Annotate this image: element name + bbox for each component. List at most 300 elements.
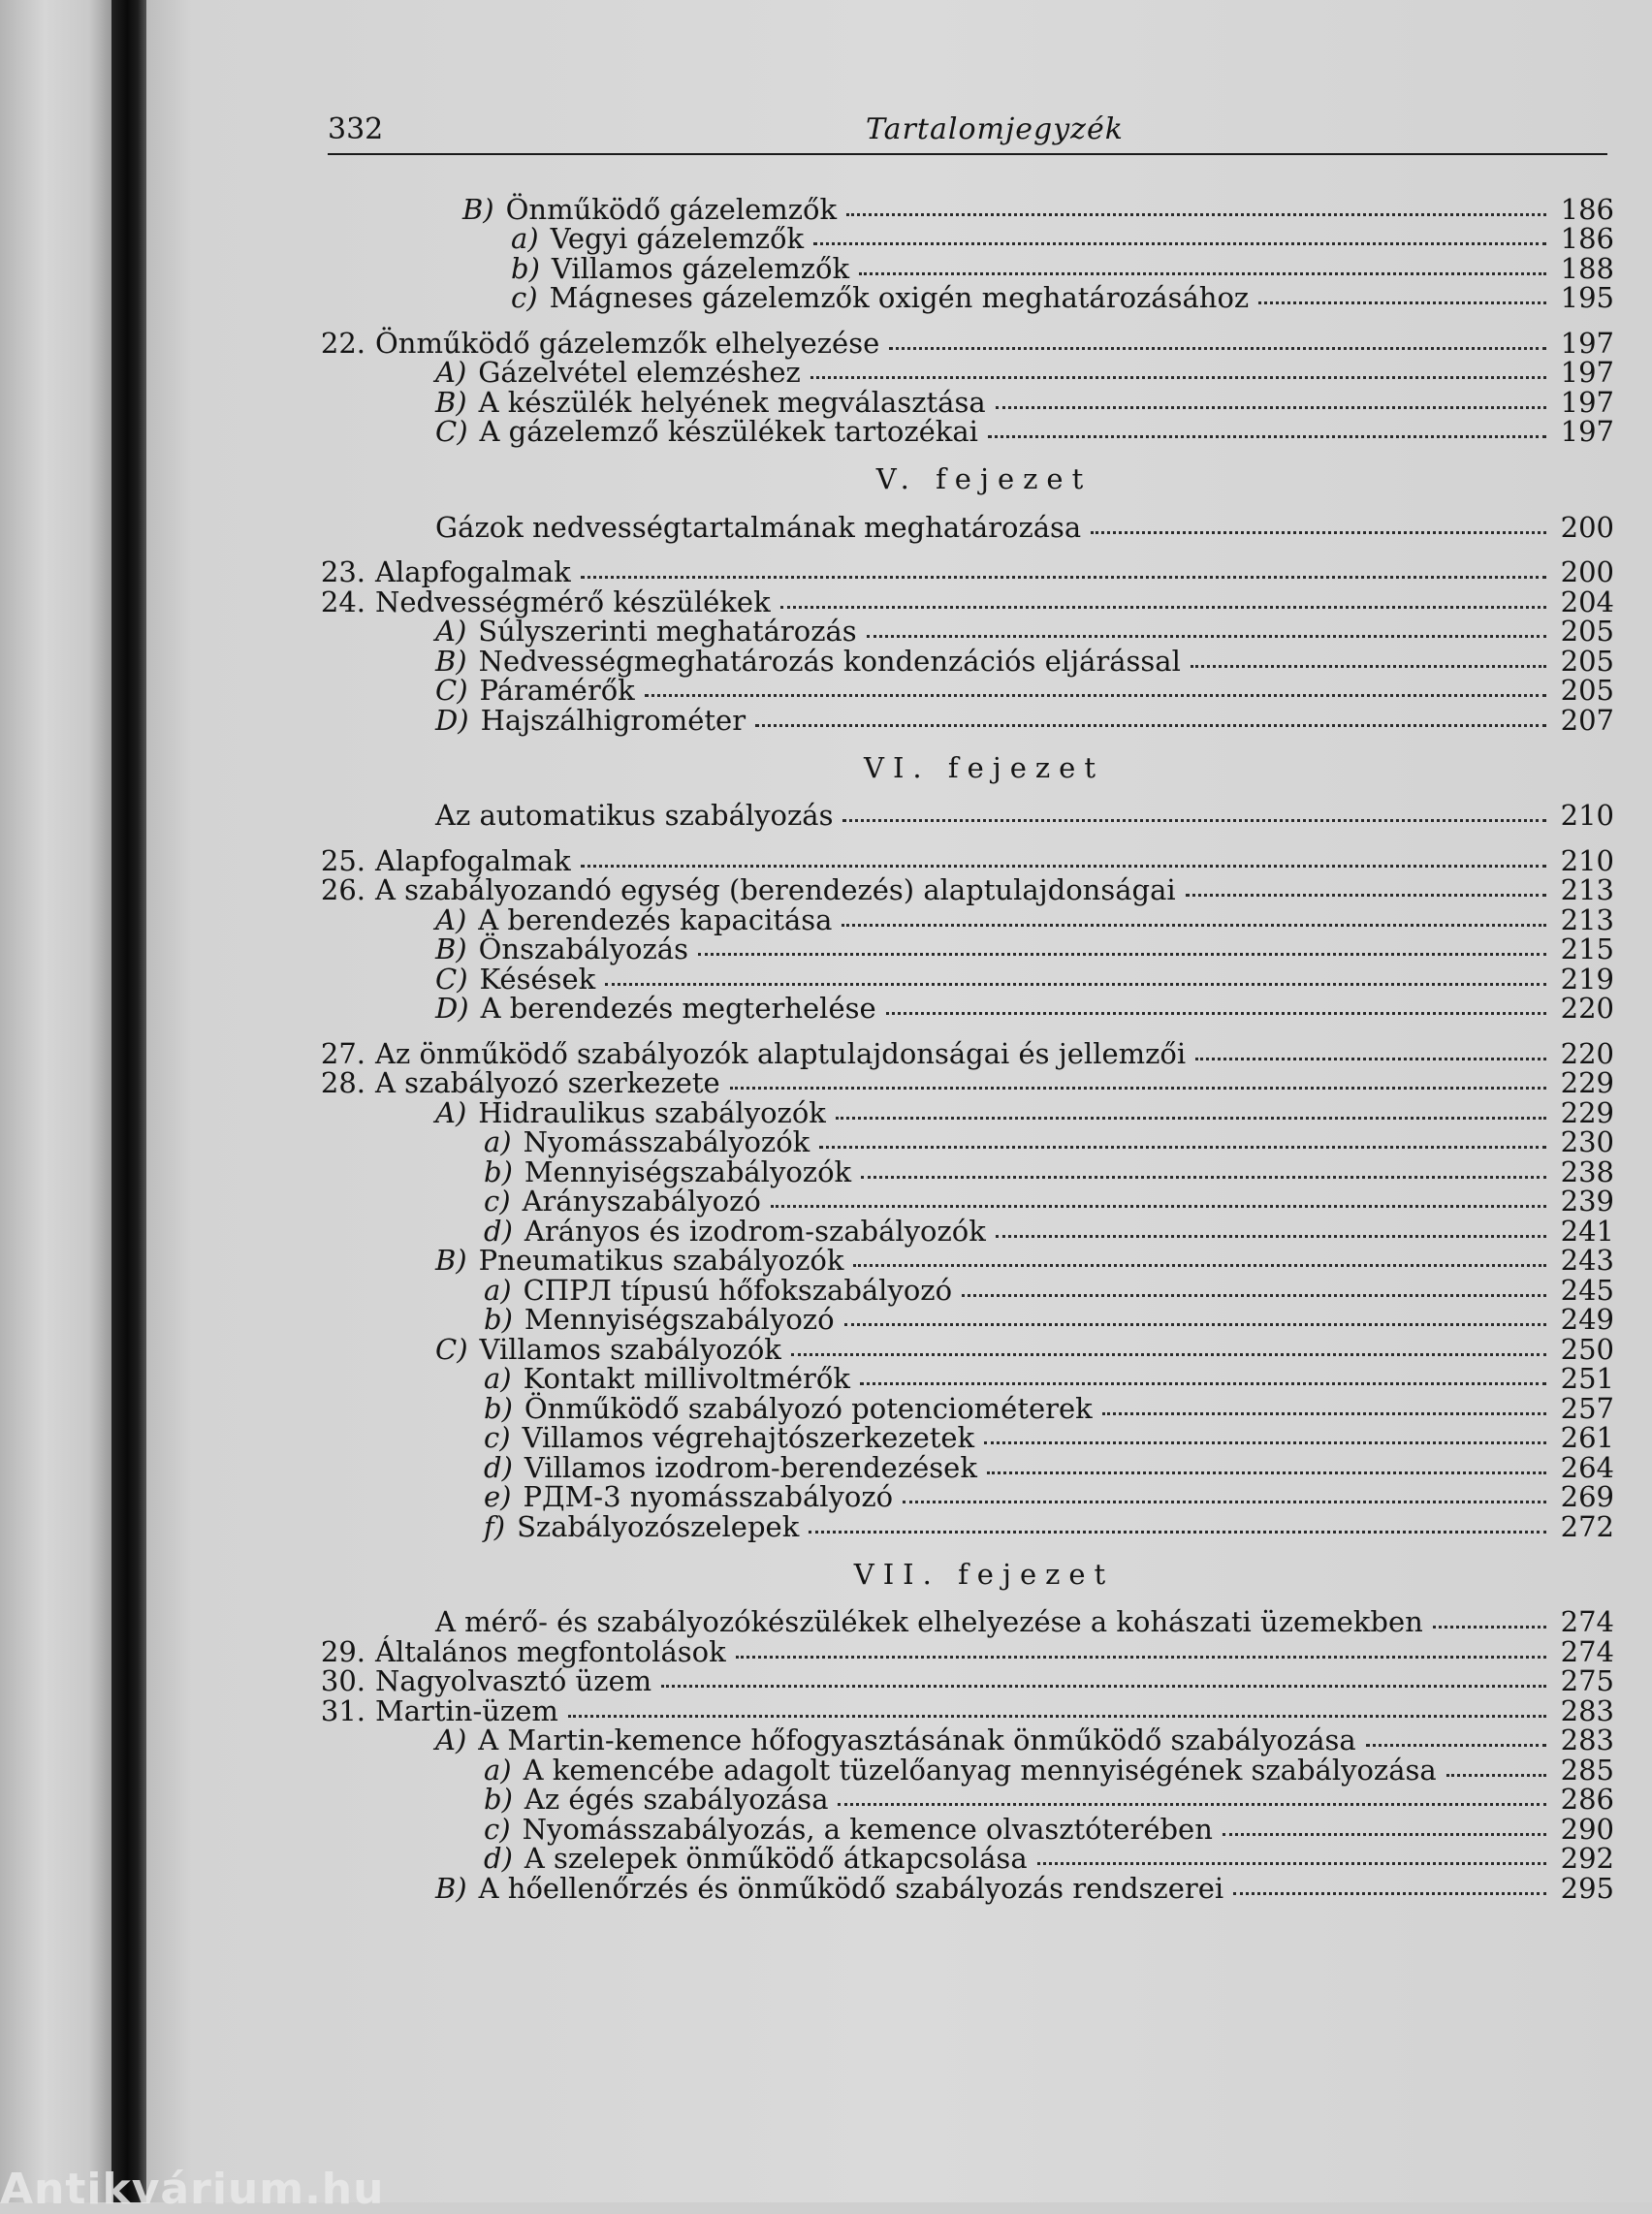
toc-entry xyxy=(315,224,1614,254)
entry-title: Mágneses gázelemzők oxigén meghatározásához xyxy=(549,281,1250,314)
entry-title: Hidraulikus szabályozók xyxy=(478,1095,826,1129)
dot-leader xyxy=(962,1290,1546,1297)
entry-page-number: 261 xyxy=(1560,1421,1614,1454)
entry-page-number: 215 xyxy=(1560,933,1614,965)
entry-page-number: 241 xyxy=(1560,1214,1614,1248)
entry-page-number: 274 xyxy=(1560,1605,1614,1638)
chapter-heading: VII. fejezet xyxy=(853,1557,1115,1591)
toc-entry xyxy=(315,358,1614,388)
dot-leader xyxy=(860,1378,1546,1385)
entry-label xyxy=(426,358,801,387)
toc-entry xyxy=(315,1636,1614,1666)
entry-label xyxy=(365,587,771,617)
entry-label xyxy=(426,994,876,1023)
entry-label xyxy=(426,1871,1224,1905)
entry-title: A szabályozandó egység (berendezés) alaptulajdonságai xyxy=(375,873,1176,906)
section-number: 30. xyxy=(320,1664,365,1697)
section-number: 27. xyxy=(320,1036,365,1070)
dot-leader xyxy=(842,815,1546,822)
dot-leader xyxy=(645,690,1546,697)
entry-page-number: 290 xyxy=(1560,1812,1614,1846)
dot-leader xyxy=(1258,298,1546,304)
entry-title: Önműködő gázelemzők xyxy=(505,192,838,226)
entry-page-number: 229 xyxy=(1560,1095,1614,1129)
entry-title: A mérő- és szabályozókészülékek elhelyezése a kohászati üzemekben xyxy=(435,1605,1423,1638)
dot-leader xyxy=(838,1799,1546,1806)
entry-label xyxy=(474,1423,974,1452)
toc-entry xyxy=(315,283,1614,313)
dot-leader xyxy=(836,1113,1546,1120)
section-number: 23. xyxy=(320,555,365,588)
book-spine xyxy=(111,0,146,2202)
entry-marker: A) xyxy=(435,356,467,389)
dot-leader xyxy=(1195,1054,1546,1060)
entry-page-number: 249 xyxy=(1560,1303,1614,1336)
entry-page-number: 200 xyxy=(1560,555,1614,588)
entry-page-number: 197 xyxy=(1560,415,1614,448)
entry-marker: B) xyxy=(435,1244,467,1277)
dot-leader xyxy=(1223,1829,1546,1836)
entry-marker: a) xyxy=(511,222,539,255)
entry-marker: a) xyxy=(484,1753,512,1787)
chapter-heading: V. fejezet xyxy=(875,462,1093,495)
entry-label xyxy=(365,1693,558,1727)
entry-marker: b) xyxy=(484,1391,513,1425)
entry-marker: e) xyxy=(484,1480,512,1513)
entry-marker: d) xyxy=(484,1450,513,1484)
entry-label xyxy=(426,644,1181,678)
toc-entry xyxy=(315,586,1614,617)
entry-title: A szabályozó szerkezete xyxy=(375,1066,720,1099)
entry-page-number: 197 xyxy=(1560,326,1614,360)
entry-marker: C) xyxy=(435,415,468,448)
entry-label xyxy=(474,1154,852,1188)
dot-leader xyxy=(581,861,1546,868)
entry-page-number: 250 xyxy=(1560,1332,1614,1366)
section-number: 26. xyxy=(320,873,365,906)
entry-page-number: 207 xyxy=(1560,703,1614,737)
entry-title: Villamos izodrom-berendezések xyxy=(524,1450,977,1484)
entry-page-number: 186 xyxy=(1560,222,1614,255)
toc-entry xyxy=(315,904,1614,934)
toc-entry xyxy=(315,875,1614,905)
entry-label xyxy=(365,1634,726,1668)
page-header xyxy=(328,109,1607,155)
entry-title: Súlyszerinti meghatározás xyxy=(478,615,857,648)
dot-leader xyxy=(1366,1740,1546,1747)
entry-marker: B) xyxy=(435,385,467,419)
dot-leader xyxy=(1037,1858,1546,1865)
entry-label xyxy=(474,1450,977,1484)
entry-title: Villamos végrehajtószerkezetek xyxy=(522,1421,975,1454)
page-title: Tartalomjegyzék xyxy=(866,112,1124,146)
toc-entry xyxy=(315,194,1614,224)
dot-leader xyxy=(988,431,1546,438)
entry-page-number: 275 xyxy=(1560,1664,1614,1697)
entry-title: Nyomásszabályozók xyxy=(523,1125,810,1158)
section-number: 25. xyxy=(320,843,365,877)
entry-page-number: 213 xyxy=(1560,873,1614,906)
section-number: 24. xyxy=(320,585,365,618)
dot-leader xyxy=(1091,527,1546,534)
toc-entry xyxy=(315,387,1614,417)
entry-title: Arányos és izodrom-szabályozók xyxy=(524,1214,986,1248)
entry-page-number: 204 xyxy=(1560,585,1614,618)
entry-title: Szabályozószelepek xyxy=(517,1509,800,1543)
entry-title: Villamos szabályozók xyxy=(479,1332,781,1366)
toc-entry xyxy=(315,705,1614,735)
chapter-heading: VI. fejezet xyxy=(864,750,1104,784)
dot-leader xyxy=(730,1083,1546,1090)
entry-marker: d) xyxy=(484,1842,513,1875)
entry-page-number: 283 xyxy=(1560,1724,1614,1756)
entry-label xyxy=(474,1364,850,1393)
entry-label xyxy=(501,283,1249,312)
entry-marker: a) xyxy=(484,1273,512,1307)
entry-marker: b) xyxy=(484,1783,513,1816)
dot-leader xyxy=(1446,1770,1546,1777)
entry-page-number: 200 xyxy=(1560,510,1614,544)
entry-marker: A) xyxy=(435,902,467,936)
dot-leader xyxy=(1102,1408,1546,1415)
entry-title: Önműködő szabályozó potenciométerek xyxy=(524,1391,1093,1425)
toc-entry xyxy=(315,1246,1614,1276)
entry-page-number: 239 xyxy=(1560,1185,1614,1218)
dot-leader xyxy=(903,1497,1546,1503)
entry-page-number: 205 xyxy=(1560,674,1614,707)
entry-label xyxy=(474,1273,953,1307)
entry-title: Az égés szabályozása xyxy=(524,1783,829,1816)
entry-title: Gázok nedvességtartalmának meghatározása xyxy=(435,510,1082,544)
entry-page-number: 210 xyxy=(1560,843,1614,877)
entry-title: РДМ-3 nyomásszabályozó xyxy=(523,1480,894,1513)
entry-label xyxy=(426,1725,1356,1755)
entry-page-number: 220 xyxy=(1560,992,1614,1025)
entry-page-number: 286 xyxy=(1560,1783,1614,1816)
entry-label xyxy=(474,1391,1093,1425)
toc-entry xyxy=(315,1844,1614,1874)
toc-entry xyxy=(315,1156,1614,1186)
entry-title: Gázelvétel elemzéshez xyxy=(478,356,801,389)
entry-label xyxy=(426,1246,843,1275)
entry-page-number: 205 xyxy=(1560,644,1614,678)
section-number: 31. xyxy=(320,1693,365,1727)
toc-entry xyxy=(315,1305,1614,1335)
dot-leader xyxy=(853,1260,1546,1267)
entry-title: A berendezés megterhelése xyxy=(480,992,876,1025)
entry-page-number: 197 xyxy=(1560,356,1614,389)
toc-entry xyxy=(315,1393,1614,1423)
dot-leader xyxy=(736,1652,1546,1659)
entry-page-number: 210 xyxy=(1560,799,1614,832)
entry-marker: C) xyxy=(435,962,468,996)
entry-title: A gázelemző készülékek tartozékai xyxy=(479,415,978,448)
entry-title: A készülék helyének megválasztása xyxy=(478,385,986,419)
toc-entry xyxy=(315,1186,1614,1217)
entry-label xyxy=(426,801,833,830)
dot-leader xyxy=(886,1008,1546,1015)
entry-marker: B) xyxy=(435,1871,467,1905)
toc-entry xyxy=(315,1607,1614,1637)
entry-label xyxy=(426,703,747,737)
toc-entry xyxy=(315,512,1614,542)
toc-entry xyxy=(315,1511,1614,1541)
entry-marker: c) xyxy=(484,1421,511,1454)
toc-entry xyxy=(315,1666,1614,1696)
toc-entry xyxy=(315,1216,1614,1246)
entry-label xyxy=(426,1607,1423,1636)
dot-leader xyxy=(1233,1888,1546,1895)
entry-title: Martin-üzem xyxy=(375,1693,558,1727)
entry-title: Kontakt millivoltmérők xyxy=(523,1362,850,1395)
entry-label xyxy=(365,1068,720,1097)
entry-title: Vegyi gázelemzők xyxy=(550,222,805,255)
entry-label xyxy=(474,1844,1028,1873)
toc-entry xyxy=(315,1334,1614,1364)
entry-marker: f) xyxy=(484,1509,506,1543)
entry-title: Hajszálhigrométer xyxy=(480,703,747,737)
entry-label xyxy=(474,1785,828,1814)
entry-label xyxy=(474,1812,1213,1846)
dot-leader xyxy=(889,343,1546,350)
entry-title: Pneumatikus szabályozók xyxy=(478,1244,844,1277)
dot-leader xyxy=(780,602,1546,609)
toc-entry xyxy=(315,934,1614,965)
entry-page-number: 285 xyxy=(1560,1753,1614,1787)
entry-title: Alapfogalmak xyxy=(375,555,571,588)
entry-title: Páramérők xyxy=(479,674,635,707)
entry-page-number: 292 xyxy=(1560,1842,1614,1875)
dot-leader xyxy=(581,572,1546,579)
entry-page-number: 188 xyxy=(1560,251,1614,285)
entry-page-number: 186 xyxy=(1560,192,1614,226)
toc-entry xyxy=(315,994,1614,1024)
dot-leader xyxy=(861,1172,1546,1179)
entry-title: Nyomásszabályozás, a kemence olvasztóterében xyxy=(522,1812,1213,1846)
dot-leader xyxy=(661,1681,1546,1688)
entry-marker: a) xyxy=(484,1125,512,1158)
entry-title: Az önműködő szabályozók alaptulajdonságai és jellemzői xyxy=(375,1036,1187,1070)
entry-page-number: 243 xyxy=(1560,1244,1614,1277)
entry-page-number: 269 xyxy=(1560,1480,1614,1513)
dot-leader xyxy=(984,1438,1546,1444)
dot-leader xyxy=(1191,661,1546,668)
entry-page-number: 257 xyxy=(1560,1391,1614,1425)
dot-leader xyxy=(996,402,1546,409)
entry-label xyxy=(426,902,833,936)
entry-page-number: 274 xyxy=(1560,1634,1614,1668)
entry-title: Villamos gázelemzők xyxy=(551,251,850,285)
entry-label xyxy=(365,875,1176,904)
entry-page-number: 272 xyxy=(1560,1509,1614,1543)
toc-entry xyxy=(315,1725,1614,1755)
entry-title: Önszabályozás xyxy=(478,933,688,965)
entry-title: A hőellenőrzés és önműködő szabályozás rendszerei xyxy=(478,1871,1224,1905)
toc-entry xyxy=(315,1482,1614,1512)
dot-leader xyxy=(791,1349,1546,1356)
background-left-edge xyxy=(0,0,111,2202)
toc-entry xyxy=(315,845,1614,875)
dot-leader xyxy=(859,269,1546,275)
toc-entry xyxy=(315,1127,1614,1157)
entry-title: A kemencébe adagolt tüzelőanyag mennyiségének szabályozása xyxy=(523,1753,1437,1787)
entry-label xyxy=(474,1186,761,1216)
toc-entry xyxy=(315,1755,1614,1785)
section-number: 29. xyxy=(320,1634,365,1668)
entry-title: Önműködő gázelemzők elhelyezése xyxy=(375,326,880,360)
entry-label xyxy=(426,676,635,705)
entry-page-number: 283 xyxy=(1560,1693,1614,1727)
entry-marker: A) xyxy=(435,1095,467,1129)
entry-title: A szelepek önműködő átkapcsolása xyxy=(524,1842,1028,1875)
section-number: 22. xyxy=(320,326,365,360)
toc-entry xyxy=(315,964,1614,994)
entry-page-number: 238 xyxy=(1560,1154,1614,1188)
entry-label xyxy=(365,1666,651,1695)
toc-entry xyxy=(315,1275,1614,1305)
dot-leader xyxy=(809,1527,1546,1534)
toc-entry xyxy=(315,253,1614,283)
dot-leader xyxy=(844,1319,1546,1326)
entry-label xyxy=(426,1332,781,1366)
entry-page-number: 219 xyxy=(1560,962,1614,996)
entry-title: Nedvességmérő készülékek xyxy=(375,585,771,618)
entry-label xyxy=(426,934,688,964)
entry-marker: D) xyxy=(435,703,469,737)
entry-label xyxy=(365,326,880,360)
entry-page-number: 230 xyxy=(1560,1125,1614,1158)
dot-leader xyxy=(1186,890,1546,897)
entry-marker: C) xyxy=(435,674,468,707)
dot-leader xyxy=(771,1201,1546,1208)
entry-label xyxy=(426,962,596,996)
table-of-contents xyxy=(315,194,1614,1903)
entry-label xyxy=(474,1305,835,1334)
entry-marker: B) xyxy=(462,192,494,226)
entry-marker: b) xyxy=(511,251,540,285)
entry-page-number: 264 xyxy=(1560,1450,1614,1484)
entry-label xyxy=(501,224,804,253)
dot-leader xyxy=(819,1142,1546,1149)
entry-title: СПРЛ típusú hőfokszabályozó xyxy=(523,1273,953,1307)
toc-entry xyxy=(315,1695,1614,1725)
dot-leader xyxy=(568,1711,1546,1718)
entry-label xyxy=(453,192,838,226)
entry-label xyxy=(365,557,571,586)
toc-entry xyxy=(315,1364,1614,1394)
entry-page-number: 197 xyxy=(1560,385,1614,419)
entry-marker: B) xyxy=(435,933,467,965)
dot-leader xyxy=(1433,1622,1546,1629)
toc-entry xyxy=(315,1873,1614,1903)
entry-marker: c) xyxy=(484,1812,511,1846)
entry-label xyxy=(474,1482,893,1511)
entry-marker: a) xyxy=(484,1362,512,1395)
section-number: 28. xyxy=(320,1066,365,1099)
entry-label xyxy=(426,617,857,646)
toc-entry xyxy=(315,328,1614,358)
entry-marker: C) xyxy=(435,1332,468,1366)
entry-page-number: 213 xyxy=(1560,902,1614,936)
toc-entry xyxy=(315,1814,1614,1844)
entry-title: Mennyiségszabályozó xyxy=(524,1303,835,1336)
entry-page-number: 295 xyxy=(1560,1871,1614,1905)
entry-label xyxy=(365,1036,1187,1070)
toc-entry xyxy=(315,676,1614,706)
dot-leader xyxy=(842,920,1546,927)
page-number: 332 xyxy=(328,112,384,146)
entry-title: Késések xyxy=(479,962,596,996)
entry-page-number: 195 xyxy=(1560,281,1614,314)
dot-leader xyxy=(813,238,1546,245)
entry-page-number: 229 xyxy=(1560,1066,1614,1099)
entry-marker: c) xyxy=(511,281,538,314)
entry-label xyxy=(474,1127,810,1156)
toc-entry xyxy=(315,1785,1614,1815)
toc-entry xyxy=(315,1452,1614,1482)
entry-title: Mennyiségszabályozók xyxy=(524,1154,852,1188)
dot-leader xyxy=(698,949,1546,956)
entry-title: Arányszabályozó xyxy=(522,1185,761,1218)
toc-entry xyxy=(315,1068,1614,1098)
entry-title: Az automatikus szabályozás xyxy=(435,799,834,832)
entry-title: Nedvességmeghatározás kondenzációs eljárással xyxy=(478,644,1181,678)
entry-title: Alapfogalmak xyxy=(375,843,571,877)
entry-label xyxy=(426,385,986,419)
entry-marker: b) xyxy=(484,1303,513,1336)
entry-title: A berendezés kapacitása xyxy=(478,902,833,936)
toc-entry xyxy=(315,1097,1614,1127)
dot-leader xyxy=(996,1231,1546,1238)
toc-entry xyxy=(315,557,1614,587)
toc-entry xyxy=(315,417,1614,447)
toc-entry xyxy=(315,801,1614,831)
entry-marker: B) xyxy=(435,644,467,678)
toc-entry xyxy=(315,1038,1614,1068)
entry-label xyxy=(426,1095,826,1129)
dot-leader xyxy=(867,631,1546,638)
entry-title: Nagyolvasztó üzem xyxy=(375,1664,652,1697)
entry-page-number: 251 xyxy=(1560,1362,1614,1395)
toc-entry xyxy=(315,646,1614,676)
entry-label xyxy=(474,1214,986,1248)
entry-page-number: 205 xyxy=(1560,615,1614,648)
entry-label xyxy=(501,251,850,285)
entry-label xyxy=(365,843,571,877)
entry-page-number: 245 xyxy=(1560,1273,1614,1307)
entry-marker: d) xyxy=(484,1214,513,1248)
entry-marker: A) xyxy=(435,1724,467,1756)
entry-label xyxy=(426,417,978,446)
entry-marker: A) xyxy=(435,615,467,648)
entry-page-number: 220 xyxy=(1560,1036,1614,1070)
dot-leader xyxy=(605,979,1546,986)
dot-leader xyxy=(810,372,1546,379)
toc-entry xyxy=(315,617,1614,647)
toc-entry xyxy=(315,1423,1614,1453)
entry-title: Általános megfontolások xyxy=(375,1634,726,1668)
dot-leader xyxy=(987,1468,1546,1474)
entry-marker: c) xyxy=(484,1185,511,1218)
entry-marker: b) xyxy=(484,1154,513,1188)
entry-label xyxy=(474,1509,800,1543)
entry-marker: D) xyxy=(435,992,469,1025)
entry-title: A Martin-kemence hőfogyasztásának önműködő szabályozása xyxy=(478,1724,1356,1756)
entry-label xyxy=(474,1755,1437,1785)
dot-leader xyxy=(846,209,1546,216)
dot-leader xyxy=(755,720,1546,727)
watermark: Antikvárium.hu xyxy=(0,2165,385,2214)
